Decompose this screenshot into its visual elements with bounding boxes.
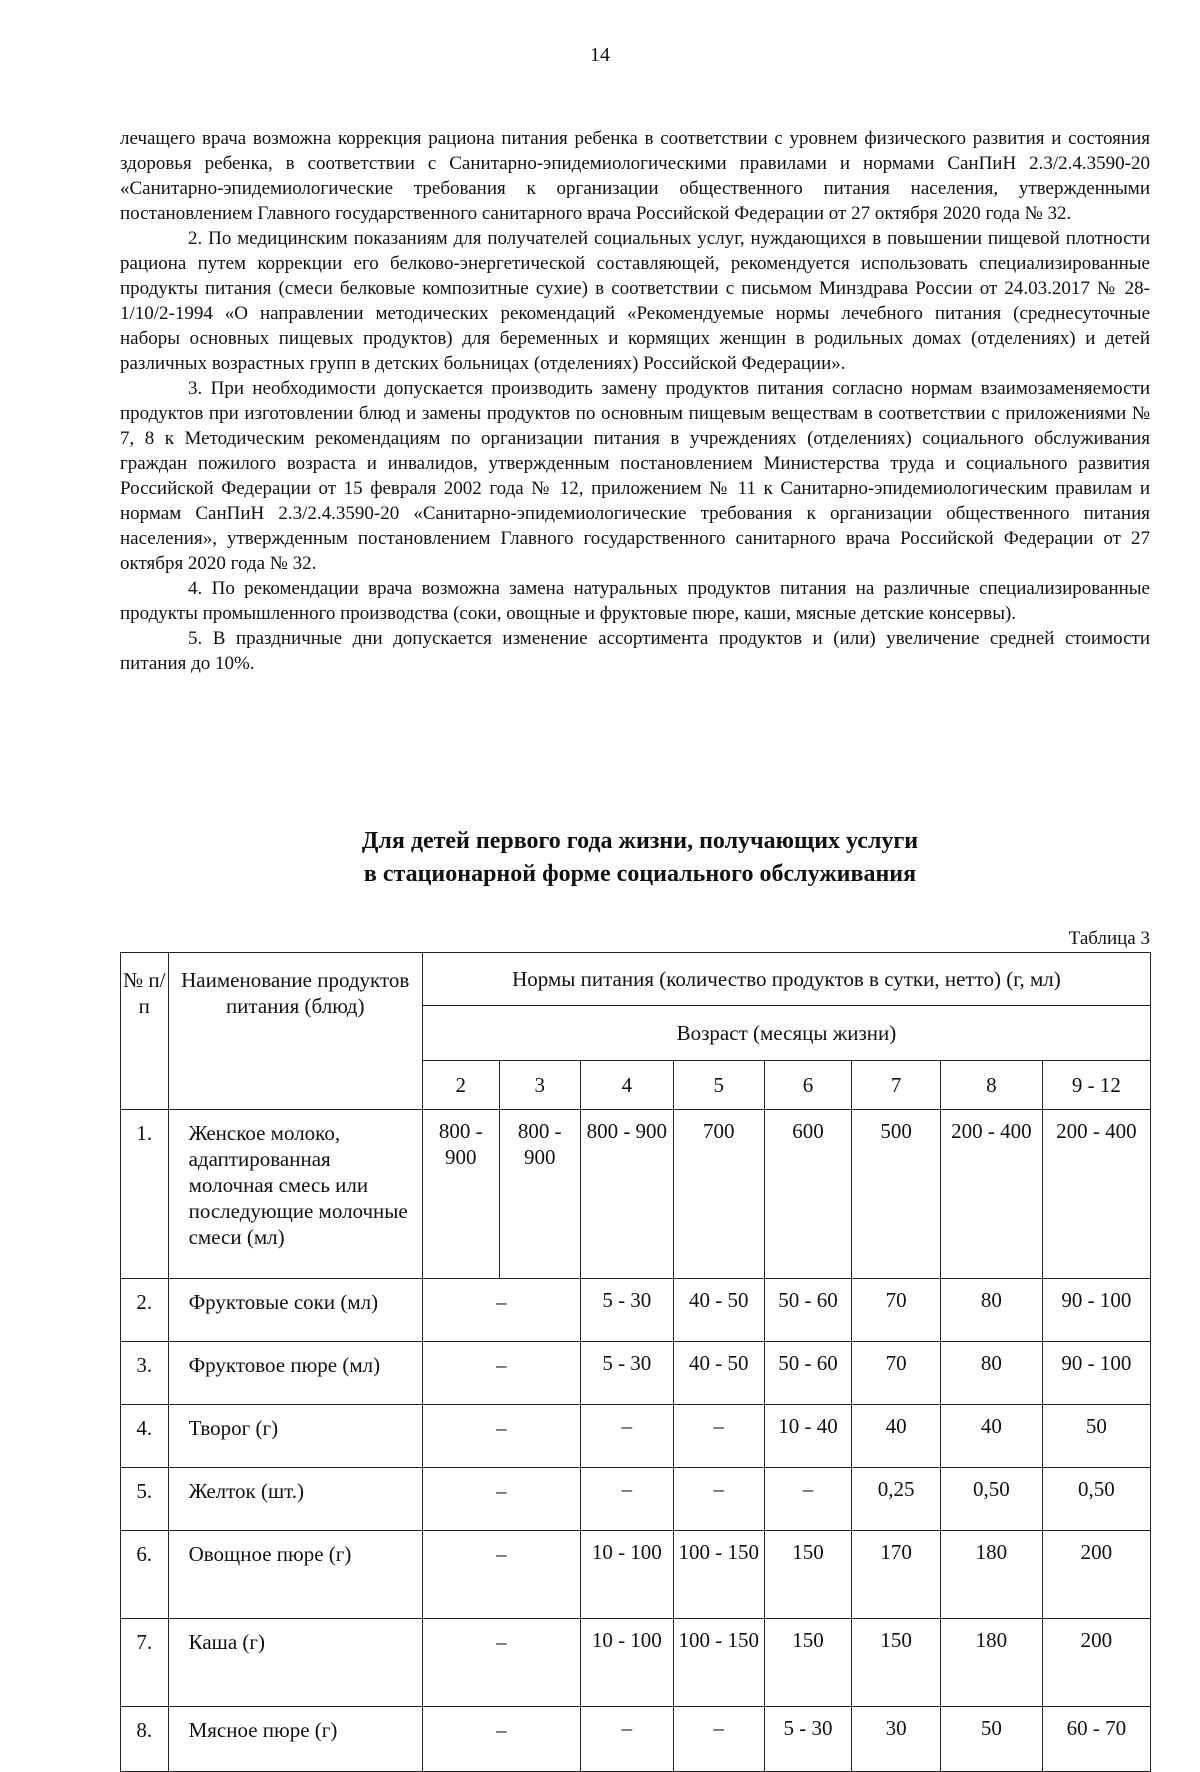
table-row (121, 1531, 1151, 1619)
norm-value: 90 - 100 (1042, 1342, 1150, 1405)
table-row (121, 1279, 1151, 1342)
norm-value: 0,25 (852, 1468, 941, 1531)
product-name: Желток (шт.) (168, 1468, 422, 1531)
norm-value: 5 - 30 (764, 1707, 852, 1772)
table-row (121, 1110, 1151, 1279)
norm-value: 150 (764, 1619, 852, 1707)
norm-value: 180 (941, 1619, 1043, 1707)
norm-value: 200 (1042, 1531, 1150, 1619)
norm-value: 70 (852, 1279, 941, 1342)
norm-value: 600 (764, 1110, 852, 1279)
table-row (121, 1619, 1151, 1707)
norm-value: 10 - 100 (580, 1619, 673, 1707)
table-row (121, 1707, 1151, 1772)
norm-value: 70 (852, 1342, 941, 1405)
norm-value: 30 (852, 1707, 941, 1772)
norm-value: 50 - 60 (764, 1342, 852, 1405)
norm-value: 700 (673, 1110, 764, 1279)
row-number: 8. (121, 1707, 169, 1772)
paragraph-4: 4. По рекомендации врача возможна замена натуральных продуктов питания на различные специализированные продукты промышленного производства (соки, овощные и фруктовые пюре, каши, мясные детские консервы). (120, 578, 1150, 624)
paragraph-continuation: лечащего врача возможна коррекция рациона питания ребенка в соответствии с уровнем физического развития и состояния здоровья ребенка, в соответствии с Санитарно-эпидемиологическими правилами и нормами СанПиН 2.3/2.4.3590-20 «Санитарно-эпидемиологические требования к организации общественного питания населения, утвержденными постановлением Главного государственного санитарного врача Российской Федерации от 27 октября 2020 года № 32. (120, 128, 1150, 224)
merged-dash-cell: – (422, 1342, 580, 1405)
merged-dash-cell: – (422, 1619, 580, 1707)
norm-value: 500 (852, 1110, 941, 1279)
merged-dash-cell: – (422, 1531, 580, 1619)
norm-value: 40 (852, 1405, 941, 1468)
norm-value: 50 (1042, 1405, 1150, 1468)
page-number: 14 (590, 44, 610, 66)
norm-value: 800 - 900 (422, 1110, 499, 1279)
norm-value: 90 - 100 (1042, 1279, 1150, 1342)
norm-value: 0,50 (1042, 1468, 1150, 1531)
norm-value: 200 - 400 (941, 1110, 1043, 1279)
norm-value: 40 - 50 (673, 1342, 764, 1405)
table-header (121, 953, 1151, 1110)
norm-value: 60 - 70 (1042, 1707, 1150, 1772)
header-month: 8 (941, 1061, 1043, 1110)
table-row (121, 1342, 1151, 1405)
norm-value: – (673, 1405, 764, 1468)
section-title-line-2: в стационарной форме социального обслуживания (363, 861, 917, 887)
row-number: 6. (121, 1531, 169, 1619)
norm-value: 10 - 40 (764, 1405, 852, 1468)
norm-value: – (580, 1405, 673, 1468)
merged-dash-cell: – (422, 1707, 580, 1772)
header-month: 7 (852, 1061, 941, 1110)
row-number: 2. (121, 1279, 169, 1342)
product-name: Каша (г) (168, 1619, 422, 1707)
norm-value: 150 (852, 1619, 941, 1707)
section-title (200, 825, 1080, 891)
table-caption: Таблица 3 (1068, 928, 1150, 949)
norm-value: – (580, 1707, 673, 1772)
row-number: 4. (121, 1405, 169, 1468)
header-month: 9 - 12 (1042, 1061, 1150, 1110)
product-name: Овощное пюре (г) (168, 1531, 422, 1619)
norm-value: 180 (941, 1531, 1043, 1619)
header-month: 5 (673, 1061, 764, 1110)
norm-value: 40 (941, 1405, 1043, 1468)
merged-dash-cell: – (422, 1468, 580, 1531)
paragraph-5: 5. В праздничные дни допускается изменение ассортимента продуктов и (или) увеличение средней стоимости питания до 10%. (120, 628, 1150, 674)
norm-value: 800 - 900 (499, 1110, 580, 1279)
row-number: 1. (121, 1110, 169, 1279)
header-month: 4 (580, 1061, 673, 1110)
product-name: Мясное пюре (г) (168, 1707, 422, 1772)
norm-value: 80 (941, 1342, 1043, 1405)
merged-dash-cell: – (422, 1405, 580, 1468)
table-row (121, 1405, 1151, 1468)
header-product-name: Наименование продуктов питания (блюд) (168, 953, 422, 1110)
product-name: Творог (г) (168, 1405, 422, 1468)
header-age: Возраст (месяцы жизни) (422, 1006, 1150, 1061)
product-name: Фруктовое пюре (мл) (168, 1342, 422, 1405)
norm-value: 200 - 400 (1042, 1110, 1150, 1279)
norm-value: 50 (941, 1707, 1043, 1772)
header-month: 3 (499, 1061, 580, 1110)
nutrition-norms-table (120, 952, 1151, 1772)
norm-value: – (764, 1468, 852, 1531)
norm-value: 100 - 150 (673, 1619, 764, 1707)
norm-value: 0,50 (941, 1468, 1043, 1531)
header-number: № п/п (121, 953, 169, 1110)
paragraph-2: 2. По медицинским показаниям для получателей социальных услуг, нуждающихся в повышении пищевой плотности рациона путем коррекции его белково-энергетической составляющей, рекомендуется использовать специализированные продукты питания (смеси белковые композитные сухие) в соответствии с письмом Минздрава России от 24.03.2017 № 28-1/10/2-1994 «О направлении методических рекомендаций «Рекомендуемые нормы лечебного питания (среднесуточные наборы основных пищевых продуктов) для беременных и кормящих женщин в родильных домах (отделениях) и детей различных возрастных групп в детских больницах (отделениях) Российской Федерации». (120, 228, 1150, 374)
section-title-line-1: Для детей первого года жизни, получающих услуги (361, 828, 919, 854)
body-text (120, 126, 1150, 676)
norm-value: 40 - 50 (673, 1279, 764, 1342)
norm-value: 800 - 900 (580, 1110, 673, 1279)
header-norms: Нормы питания (количество продуктов в сутки, нетто) (г, мл) (422, 953, 1150, 1006)
norm-value: 150 (764, 1531, 852, 1619)
norm-value: 50 - 60 (764, 1279, 852, 1342)
row-number: 7. (121, 1619, 169, 1707)
paragraph-3: 3. При необходимости допускается производить замену продуктов питания согласно нормам взаимозаменяемости продуктов при изготовлении блюд и замены продуктов по основным пищевым веществам в соответствии с приложениями № 7, 8 к Методическим рекомендациям по организации питания в учреждениях (отделениях) социального обслуживания граждан пожилого возраста и инвалидов, утвержденным постановлением Министерства труда и социального развития Российской Федерации от 15 февраля 2002 года № 12, приложением № 11 к Санитарно-эпидемиологическим правилам и нормам СанПиН 2.3/2.4.3590-20 «Санитарно-эпидемиологические требования к организации общественного питания населения», утвержденным постановлением Главного государственного санитарного врача Российской Федерации от 27 октября 2020 года № 32. (120, 378, 1150, 574)
header-month: 6 (764, 1061, 852, 1110)
norm-value: 5 - 30 (580, 1342, 673, 1405)
row-number: 3. (121, 1342, 169, 1405)
norm-value: 200 (1042, 1619, 1150, 1707)
norm-value: 5 - 30 (580, 1279, 673, 1342)
norm-value: 170 (852, 1531, 941, 1619)
product-name: Фруктовые соки (мл) (168, 1279, 422, 1342)
norm-value: – (673, 1468, 764, 1531)
norm-value: 100 - 150 (673, 1531, 764, 1619)
norm-value: 10 - 100 (580, 1531, 673, 1619)
norm-value: – (580, 1468, 673, 1531)
row-number: 5. (121, 1468, 169, 1531)
table-row (121, 1468, 1151, 1531)
merged-dash-cell: – (422, 1279, 580, 1342)
norm-value: – (673, 1707, 764, 1772)
header-month: 2 (422, 1061, 499, 1110)
norm-value: 80 (941, 1279, 1043, 1342)
product-name: Женское молоко, адаптированная молочная смесь или последующие молочные смеси (мл) (168, 1110, 422, 1279)
